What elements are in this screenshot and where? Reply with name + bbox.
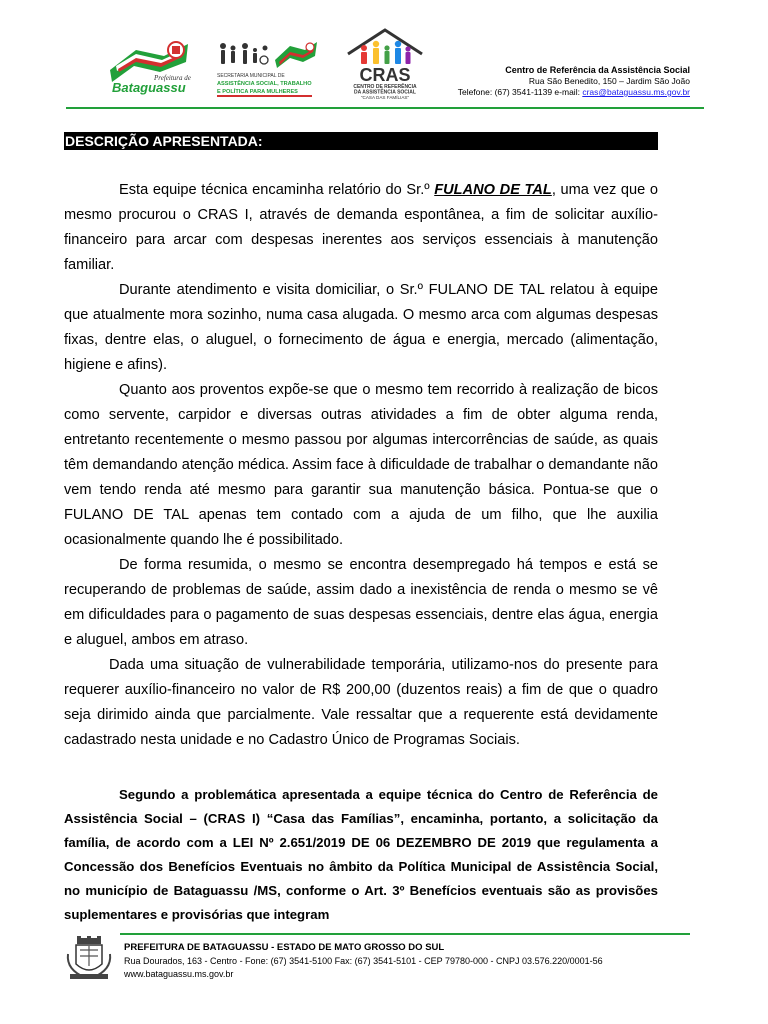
referral-section — [64, 783, 658, 927]
report-body — [64, 178, 658, 753]
org-name: Centro de Referência da Assistência Social — [505, 65, 690, 75]
paragraph-6: Segundo a problemática apresentada a equipe técnica do Centro de Referência de Assistência Social – (CRAS I) “Casa das Famílias”, encaminha, portanto, a solicitação da família, de acordo com a LEI Nº 2.651/2019 DE 06 DEZEMBRO DE 2019 que regulamenta a Concessão dos Benefícios Eventuais no âmbito da Política Municipal de Assistência Social, no município de Bataguassu /MS, conforme o Art. 3º Benefícios eventuais são as provisões suplementares e provisórias que integram — [64, 787, 658, 922]
footer-line-1: PREFEITURA DE BATAGUASSU - ESTADO DE MATO GROSSO DO SUL — [124, 942, 445, 953]
section-title: DESCRIÇÃO APRESENTADA: — [64, 132, 658, 150]
secretaria-logo — [215, 38, 320, 98]
prefeitura-logo-line1: Prefeitura de — [154, 74, 191, 82]
cras-logo-line2: DA ASSISTÊNCIA SOCIAL — [354, 89, 416, 96]
cras-logo-acronym: CRAS — [359, 65, 411, 85]
person-name: FULANO DE TAL — [434, 182, 552, 198]
prefeitura-logo-line2: Bataguassu — [112, 80, 186, 95]
header-contact-block — [430, 65, 690, 98]
paragraph-1-rest: , uma vez que o mesmo procurou o CRAS I, através de demanda espontânea, a fim de solicitar auxílio-financeiro para arcar com despesas inerentes aos serviços essenciais à manutenção familiar. — [64, 182, 658, 273]
paragraph-4: De forma resumida, o mesmo se encontra desempregado há tempos e está se recuperando de problemas de saúde, assim dado a inexistência de renda o mesmo se vê em dificuldades para o pagamento de suas despesas essenciais, dentre elas água, energia e aluguel, ambos em atraso. — [64, 557, 658, 648]
footer-text — [124, 941, 704, 982]
secretaria-logo-line3: E POLÍTICA PARA MULHERES — [217, 89, 298, 95]
secretaria-logo-line2: ASSISTÊNCIA SOCIAL, TRABALHO — [217, 81, 312, 87]
paragraph-1 — [64, 178, 658, 278]
org-address: Rua São Benedito, 150 – Jardim São João — [528, 76, 690, 86]
paragraph-2: Durante atendimento e visita domiciliar, o Sr.º FULANO DE TAL relatou à equipe que atualmente mora sozinho, numa casa alugada. O mesmo arca com algumas despesas fixas, dentre elas, o aluguel, o fornecimento de água e energia, mercado (alimentação, higiene e afins). — [64, 282, 658, 373]
footer-website-link[interactable]: www.bataguassu.ms.gov.br — [124, 969, 234, 979]
org-contact — [430, 87, 690, 98]
paragraph-3: Quanto aos proventos expõe-se que o mesmo tem recorrido à realização de bicos como servente, carpidor e diversas outras atividades a fim de obter alguma renda, entretanto recentemente o mesmo passou por algumas intercorrências de saúde, as quais têm demandando atenção médica. Assim face à dificuldade de trabalhar o demandante não vem tendo renda até mesmo para garantir sua manutenção básica. Pontua-se que o FULANO DE TAL apenas tem contado com a ajuda de um filho, que lhe auxilia ocasionalmente quando lhe é possibilitado. — [64, 382, 658, 548]
cras-logo-line1: CENTRO DE REFERÊNCIA — [353, 84, 417, 90]
prefeitura-logo — [106, 36, 194, 96]
footer-divider — [120, 933, 690, 935]
paragraph-1-lead: Esta equipe técnica encaminha relatório do Sr.º — [119, 182, 435, 198]
footer-line-2: Rua Dourados, 163 - Centro - Fone: (67) 3541-5100 Fax: (67) 3541-5101 - CEP 79780-000 - CNPJ 03.576.220/0001-56 — [124, 955, 603, 966]
secretaria-logo-line1: SECRETARIA MUNICIPAL DE — [217, 73, 285, 79]
header-divider — [66, 107, 704, 109]
org-email-link[interactable]: cras@bataguassu.ms.gov.br — [582, 87, 690, 97]
org-phone: Telefone: (67) 3541-1139 e-mail: — [457, 87, 583, 97]
cras-logo — [340, 26, 430, 100]
cras-logo-line3: "CASA DAS FAMÍLIAS" — [360, 95, 410, 100]
municipal-coat-of-arms-icon — [64, 936, 114, 987]
paragraph-5: Dada uma situação de vulnerabilidade temporária, utilizamo-nos do presente para requerer auxílio-financeiro no valor de R$ 200,00 (duzentos reais) a fim de que o quadro seja dirimido ainda que parcialmente. Vale ressaltar que a requerente está devidamente cadastrado nesta unidade e no Cadastro Único de Programas Sociais. — [64, 657, 658, 748]
